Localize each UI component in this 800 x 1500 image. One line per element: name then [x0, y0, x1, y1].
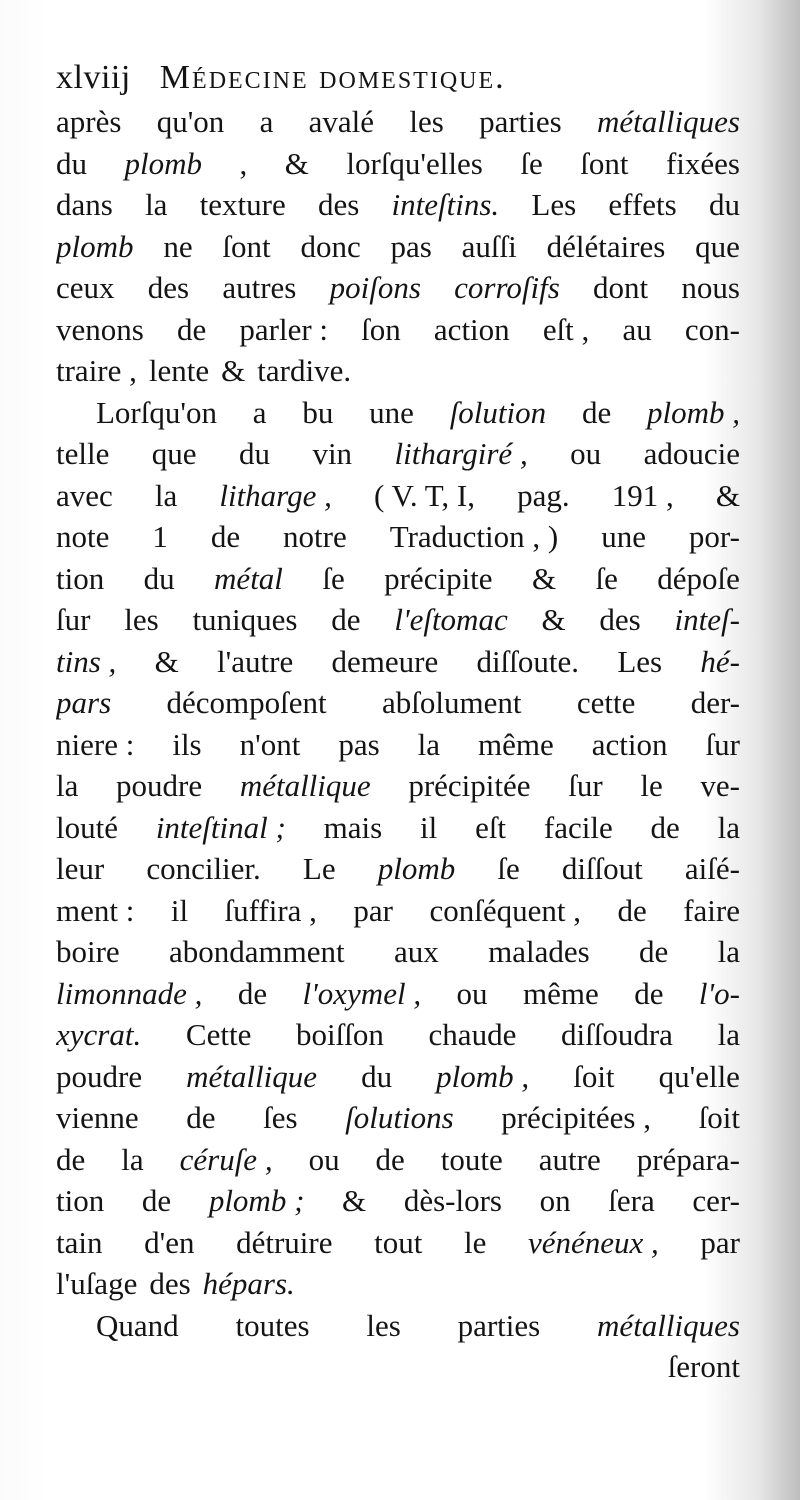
- word: prépara-: [636, 1141, 740, 1177]
- word: le: [640, 768, 663, 803]
- word: ſoit: [573, 1058, 615, 1094]
- text-line: [56, 1305, 740, 1347]
- word: cer-: [692, 1183, 740, 1218]
- word: ſera: [608, 1183, 655, 1218]
- word: qu'elle: [658, 1058, 740, 1094]
- word: ils: [172, 726, 202, 762]
- word: leur: [56, 851, 105, 886]
- word: des: [317, 187, 360, 222]
- word: ment :: [56, 892, 135, 928]
- word: vin: [312, 436, 353, 471]
- word: métal: [214, 560, 283, 596]
- word: nous: [681, 270, 740, 305]
- word: ſuffira ,: [224, 892, 317, 928]
- word: a: [252, 394, 267, 430]
- word: abondamment: [169, 934, 345, 969]
- word: &: [715, 477, 740, 513]
- word: pas: [338, 726, 380, 762]
- word: la: [121, 1141, 144, 1177]
- word: il: [420, 809, 438, 845]
- word: traire ,: [56, 353, 137, 388]
- text-line: [56, 1139, 740, 1181]
- word: ( V. T, I,: [373, 477, 476, 513]
- word: ſes: [263, 1100, 298, 1135]
- word: eſt ,: [542, 311, 590, 347]
- text-line: [56, 973, 740, 1015]
- word: plomb ,: [647, 394, 740, 430]
- word: ve-: [700, 768, 740, 803]
- word: inteſtinal ;: [155, 809, 286, 845]
- word: louté: [56, 809, 118, 845]
- word: ſur: [568, 768, 603, 803]
- word: ſolutions: [345, 1100, 454, 1135]
- word: plomb: [56, 228, 134, 264]
- word: Traduction , ): [389, 519, 559, 554]
- word: de: [650, 809, 680, 845]
- word: plomb: [377, 851, 456, 886]
- word: la: [717, 934, 740, 969]
- word: métalliques: [597, 104, 740, 139]
- word: que: [695, 228, 740, 264]
- word: chaude: [428, 1017, 517, 1052]
- word: parties: [479, 104, 562, 139]
- word: parties: [457, 1307, 541, 1343]
- word: du: [143, 560, 175, 596]
- word: d'en: [144, 1224, 195, 1260]
- word: du: [56, 145, 87, 181]
- word: autre: [538, 1141, 601, 1177]
- word: malades: [488, 934, 590, 969]
- text-line: [56, 226, 740, 268]
- word: boire: [56, 934, 120, 969]
- word: de: [331, 602, 361, 637]
- word: niere :: [56, 726, 135, 762]
- word: la: [717, 809, 740, 845]
- text-line: [56, 1097, 740, 1139]
- text-line: [56, 558, 740, 600]
- word: texture: [199, 187, 286, 222]
- word: une: [369, 394, 414, 430]
- word: cette: [576, 685, 636, 720]
- word: précipitées ,: [501, 1100, 651, 1135]
- word: de: [141, 1183, 172, 1218]
- word: de: [634, 975, 664, 1011]
- word: mais: [323, 809, 383, 845]
- word: dans: [56, 187, 113, 222]
- word: plomb: [124, 145, 202, 181]
- word: pag.: [517, 477, 570, 513]
- word: ou: [570, 436, 602, 471]
- word: diſſoute.: [476, 643, 580, 679]
- word: Quand: [96, 1307, 179, 1343]
- word: &: [221, 353, 246, 388]
- word: &: [531, 560, 557, 596]
- word: du: [239, 436, 270, 471]
- word: ſe: [497, 851, 520, 886]
- word: lithargiré ,: [394, 436, 528, 471]
- word: adoucie: [643, 436, 740, 471]
- word: dès-lors: [403, 1183, 502, 1218]
- text-line: [56, 724, 740, 766]
- word: tion: [56, 560, 105, 596]
- word: de: [581, 394, 612, 430]
- word: ceux: [56, 270, 115, 305]
- text-line: [56, 143, 740, 185]
- word: eſt: [475, 809, 507, 845]
- word: tion: [56, 1183, 105, 1218]
- word: même: [522, 975, 599, 1011]
- word: der-: [690, 685, 740, 720]
- word: de: [237, 975, 268, 1011]
- word: &: [342, 1183, 367, 1218]
- page-header: [56, 58, 756, 98]
- word: faire: [683, 892, 740, 928]
- text-line: [56, 267, 740, 309]
- word: tardive.: [257, 353, 352, 388]
- text-line: [56, 848, 740, 890]
- text-line: [56, 765, 740, 807]
- word: xycrat.: [56, 1017, 142, 1052]
- word: por-: [688, 519, 740, 554]
- text-line: [56, 1180, 740, 1222]
- text-line: [56, 392, 740, 434]
- word: n'ont: [239, 726, 301, 762]
- body-text: [56, 101, 740, 1388]
- word: l'eſtomac: [394, 602, 508, 637]
- word: inteſ-: [674, 602, 740, 637]
- word: con-: [684, 311, 740, 347]
- word: une: [601, 519, 646, 554]
- word: ne: [163, 228, 193, 264]
- word: telle: [56, 436, 110, 471]
- word: Les: [531, 187, 577, 222]
- word: diſſoudra: [561, 1017, 673, 1052]
- word: 1: [152, 519, 168, 554]
- word: tain: [56, 1224, 103, 1260]
- word: facile: [543, 809, 613, 845]
- word: concilier.: [146, 851, 261, 886]
- word: effets: [608, 187, 677, 222]
- word: a: [259, 104, 274, 139]
- word: céruſe ,: [179, 1141, 273, 1177]
- word: &: [154, 643, 179, 679]
- word: aux: [393, 934, 439, 969]
- text-line: [56, 1056, 740, 1098]
- word: ſoit: [698, 1100, 740, 1135]
- word: boiſſon: [296, 1017, 384, 1052]
- word: décompoſent: [166, 685, 327, 720]
- word: diſſout: [561, 851, 643, 886]
- word: conſéquent ,: [429, 892, 581, 928]
- word: de: [617, 892, 647, 928]
- word: après: [56, 104, 122, 139]
- word: de: [210, 519, 241, 554]
- word: &: [541, 602, 566, 637]
- word: venons: [56, 311, 144, 347]
- word: des: [599, 602, 641, 637]
- word: avalé: [308, 104, 375, 139]
- word: avec: [56, 477, 113, 513]
- word: la: [154, 477, 178, 513]
- text-line: [56, 641, 740, 683]
- text-line: [56, 890, 740, 932]
- word: ſon: [361, 311, 401, 347]
- text-line: [56, 1014, 740, 1056]
- word: ſe: [595, 560, 618, 596]
- word: toutes: [235, 1307, 310, 1343]
- word: plomb ;: [208, 1183, 305, 1218]
- word: pas: [390, 228, 432, 264]
- word: ſur: [56, 602, 91, 637]
- running-title: Médecine domestique.: [159, 59, 506, 96]
- word: par: [353, 892, 393, 928]
- word: de: [186, 1100, 216, 1135]
- word: donc: [300, 228, 361, 264]
- word: ſont: [580, 145, 629, 181]
- page-number: xlviij: [56, 59, 131, 96]
- word: corroſifs: [454, 270, 560, 305]
- word: la: [145, 187, 168, 222]
- word: litharge ,: [219, 477, 332, 513]
- word: ſur: [705, 726, 740, 762]
- word: le: [463, 1224, 487, 1260]
- word: autres: [222, 270, 297, 305]
- word: lorſqu'elles: [346, 145, 483, 181]
- word: métalliques: [597, 1307, 740, 1343]
- word: précipitée: [408, 768, 531, 803]
- word: Lorſqu'on: [96, 394, 217, 430]
- text-line: [56, 807, 740, 849]
- text-line: [56, 433, 740, 475]
- word: tout: [374, 1224, 423, 1260]
- word: 191 ,: [611, 477, 674, 513]
- word: l'uſage: [56, 1266, 138, 1301]
- word: par: [700, 1224, 740, 1260]
- word: la: [56, 768, 79, 803]
- word: du: [708, 187, 740, 222]
- catchword: ſeront: [667, 1349, 740, 1384]
- word: tuniques: [192, 602, 298, 637]
- word: les: [124, 602, 159, 637]
- word: &: [284, 145, 309, 181]
- word: toute: [440, 1141, 503, 1177]
- word: précipite: [384, 560, 493, 596]
- word: ſolution: [449, 394, 547, 430]
- word: action: [591, 726, 668, 762]
- word: que: [151, 436, 197, 471]
- word: auſſi: [461, 228, 517, 264]
- word: de: [56, 1141, 86, 1177]
- word: ſe: [520, 145, 543, 181]
- word: Le: [302, 851, 336, 886]
- word: de: [638, 934, 669, 969]
- word: qu'on: [156, 104, 225, 139]
- text-line: [56, 599, 740, 641]
- word: des: [147, 270, 190, 305]
- word: poudre: [56, 1058, 143, 1094]
- word: l'oxymel ,: [302, 975, 422, 1011]
- word: Les: [617, 643, 663, 679]
- word: ,: [239, 145, 248, 181]
- word: l'autre: [217, 643, 294, 679]
- word: plomb ,: [436, 1058, 530, 1094]
- word: poiſons: [329, 270, 421, 305]
- word: la: [717, 1017, 740, 1052]
- text-line: [56, 1263, 740, 1305]
- text-line: [56, 309, 740, 351]
- word: ou: [456, 975, 488, 1011]
- word: ou: [308, 1141, 340, 1177]
- word: dépoſe: [657, 560, 740, 596]
- word: du: [361, 1058, 393, 1094]
- word: parler :: [239, 311, 329, 347]
- word: des: [149, 1266, 191, 1301]
- word: inteſtins.: [391, 187, 500, 222]
- word: notre: [283, 519, 347, 554]
- word: de: [375, 1141, 405, 1177]
- word: au: [622, 311, 652, 347]
- text-line: [56, 931, 740, 973]
- word: délétaires: [546, 228, 666, 264]
- word: hépars.: [202, 1266, 295, 1301]
- word: aiſé-: [684, 851, 740, 886]
- word: métallique: [186, 1058, 318, 1094]
- text-line: [56, 1222, 740, 1264]
- text-line: [56, 350, 740, 392]
- word: action: [433, 311, 510, 347]
- word: on: [539, 1183, 571, 1218]
- text-line: [56, 184, 740, 226]
- word: fixées: [665, 145, 740, 181]
- word: vénéneux ,: [527, 1224, 659, 1260]
- word: la: [417, 726, 441, 762]
- word: note: [56, 519, 110, 554]
- word: les: [366, 1307, 401, 1343]
- text-line: [56, 101, 740, 143]
- word: vienne: [56, 1100, 139, 1135]
- word: ſont: [222, 228, 271, 264]
- word: les: [409, 104, 444, 139]
- word: hé-: [700, 643, 740, 679]
- text-line: [56, 682, 740, 724]
- word: lente: [148, 353, 210, 388]
- word: métallique: [239, 768, 371, 803]
- word: il: [170, 892, 189, 928]
- word: ſe: [322, 560, 345, 596]
- word: Cette: [185, 1017, 252, 1052]
- word: tins ,: [56, 643, 117, 679]
- word: abſolument: [381, 685, 522, 720]
- word: même: [478, 726, 554, 762]
- word: poudre: [116, 768, 203, 803]
- word: limonnade ,: [56, 975, 203, 1011]
- catchword-line: [56, 1346, 740, 1388]
- word: bu: [302, 394, 334, 430]
- word: dont: [593, 270, 649, 305]
- word: détruire: [236, 1224, 333, 1260]
- word: l'o-: [698, 975, 740, 1011]
- word: pars: [56, 685, 112, 720]
- word: de: [176, 311, 207, 347]
- text-line: [56, 475, 740, 517]
- word: demeure: [331, 643, 439, 679]
- text-line: [56, 516, 740, 558]
